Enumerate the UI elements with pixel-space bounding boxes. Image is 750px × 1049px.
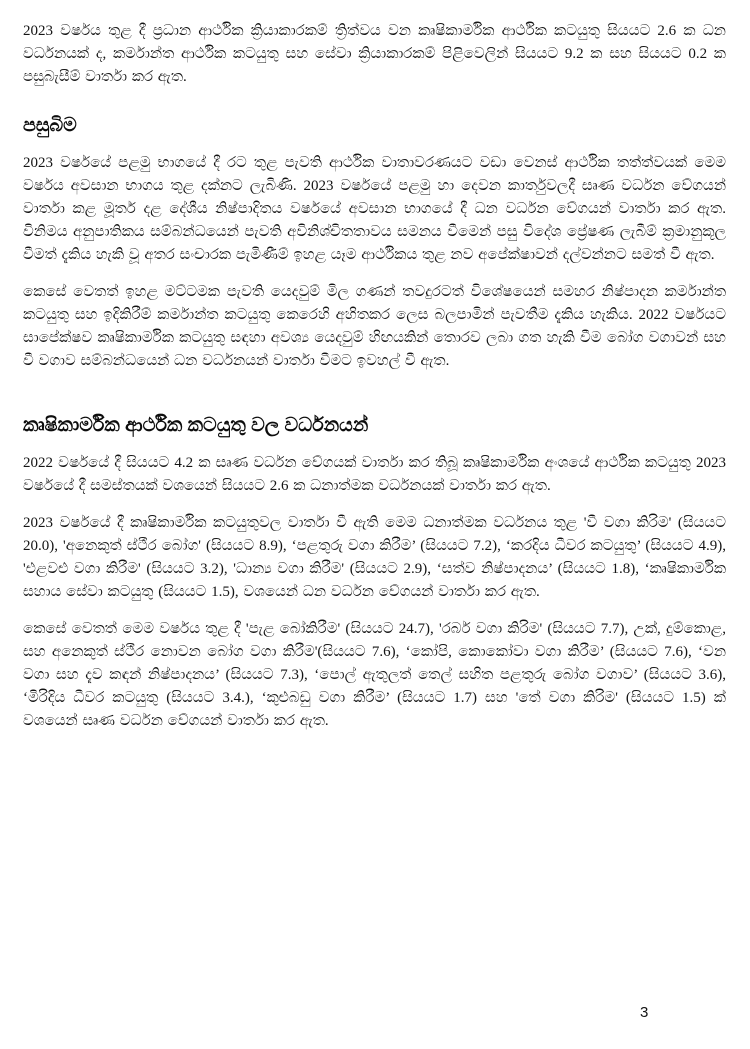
page-number: 3 [640, 1004, 649, 1021]
background-paragraph-2: කෙසේ වෙතත් ඉහළ මට්ටමක පැවති යෙදවුම් මිල ගණන් තවදුරටත් විශේෂයෙන් සමහර නිෂ්පාදන කර්මාන්ත කටයුතු සහ ඉදිකිරීම් කර්මාන්ත කටයුතු කෙරෙහි අහිතකර ලෙස බලපාමින් පැවතීම දැකිය හැකිය. 2022 වර්ෂයට සාපේක්ෂව කෘෂිකාර්මික කටයුතු සඳහා අවශ්‍ය යෙදවුම් හිඟයකින් තොරව ලබා ගත හැකි වීම බෝග වගාවන් සහ වී වගාව සම්බන්ධයෙන් ධන වර්ධනයන් වාර්තා වීමට ඉවහල් වී ඇත. [23, 284, 726, 369]
intro-paragraph: 2023 වර්ෂය තුළ දී ප්‍රධාන ආර්ථික ක්‍රියාකාරකම් ත්‍රිත්වය වන කෘෂිකාර්මික ආර්ථික කටයුතු සියයට 2.6 ක ධන වර්ධනයක් ද, කර්මාන්ත ආර්ථික කටයුතු සහ සේවා ක්‍රියාකාරකම් පිළිවෙලින් සියයට 9.2 ක සහ සියයට 0.2 ක පසුබැසීම් වාර්තා කර ඇත. [23, 23, 726, 85]
agriculture-paragraph-2: 2023 වර්ෂයේ දී කෘෂිකාර්මික කටයුතුවල වාර්තා වී ඇති මෙම ධනාත්මක වර්ධනය තුළ 'වී වගා කිරිම' (සියයට 20.0), 'අනෙකුත් ස්ථීර බෝග' (සියයට 8.9), ‘පළතුරු වගා කිරීම’ (සියයට 7.2), ‘කරදිය ධීවර කටයුතු’ (සියයට 4.9), 'එළවළු වගා කිරීම' (සියයට 3.2), 'ධාන්‍ය වගා කිරීම' (සියයට 2.9), ‘සත්ව නිෂ්පාදනය’ (සියයට 1.8), ‘කෘෂිකාර්මික සහාය සේවා කටයුතු (සියයට 1.5), වශයෙන් ධන වර්ධන වේගයන් වාර්තා කර ඇත. [23, 515, 726, 600]
agriculture-paragraph-3: කෙසේ වෙතත් මෙම වර්ෂය තුළ දී 'පැළ බෝකිරීම' (සියයට 24.7), 'රබර් වගා කිරිම' (සියයට 7.7), උක්, දුම්කොළ, සහ අනෙකුත් ස්ථීර නොවන බෝග වගා කිරීම'(සියයට 7.6), ‘කෝපි, කොකෝවා වගා කිරීම’ (සියයට 7.6), ‘වන වගා සහ දැව කඳන් නිෂ්පාදනය’ (සියයට 7.3), ‘පොල් ඇතුලත් තෙල් සහිත පළතුරු බෝග වගාව’ (සියයට 3.6), ‘මිරිදිය ධීවර කටයුතු (සියයට 3.4.), ‘කුළුබඩු වගා කිරීම’ (සියයට 1.7) සහ 'තේ වගා කිරිම' (සියයට 1.5) ක් වශයෙන් සෘණ වර්ධන වේගයන් වාර්තා කර ඇත. [23, 621, 726, 729]
agriculture-paragraph-1: 2022 වර්ෂයේ දී සියයට 4.2 ක සෘණ වර්ධන වේගයක් වාර්තා කර තිබූ කෘෂිකාර්මික අංශයේ ආර්ථික කටයුතු 2023 වර්ෂයේ දී සමස්තයක් වශයෙන් සියයට 2.6 ක ධනාත්මක වර්ධනයක් වාර්තා කර ඇත. [23, 455, 726, 494]
background-section-heading: පසුබිම [23, 115, 77, 136]
agriculture-section-heading: කෘෂිකාර්මික ආර්ථික කටයුතු වල වර්ධනයන් [23, 415, 369, 436]
background-paragraph-1: 2023 වර්ෂයේ පළමු භාගයේ දී රට තුළ පැවති ආර්ථික වාතාවරණයට වඩා වෙනස් ආර්ථික තත්ත්වයක් මෙම වර්ෂය අවසාන භාගය තුළ දක්නට ලැබිණි. 2023 වර්ෂයේ පළමු හා දෙවන කාර්තුවලදී සෘණ වර්ධන වේගයන් වාර්තා කළ මූර්ත දළ දේශීය නිෂ්පාදිතය වර්ෂයේ අවසාන භාගයේ දී ධන වර්ධන වේගයන් වාර්තා කර ඇත. විනිමය අනුපාතිකය සම්බන්ධයෙන් පැවති අවිනිශ්චිතතාවය සමනය වීමෙන් පසු විදේශ ප්‍රේෂණ ලැබීම් ක්‍රමානුකූල වීමත් දැකිය හැකි වූ අතර සංචාරක පැමිණීම් ඉහළ යෑම ආර්ථිකය තුළ නව අපේක්ෂාවන් දල්වන්නට සමත් වී ඇත. [23, 155, 726, 263]
